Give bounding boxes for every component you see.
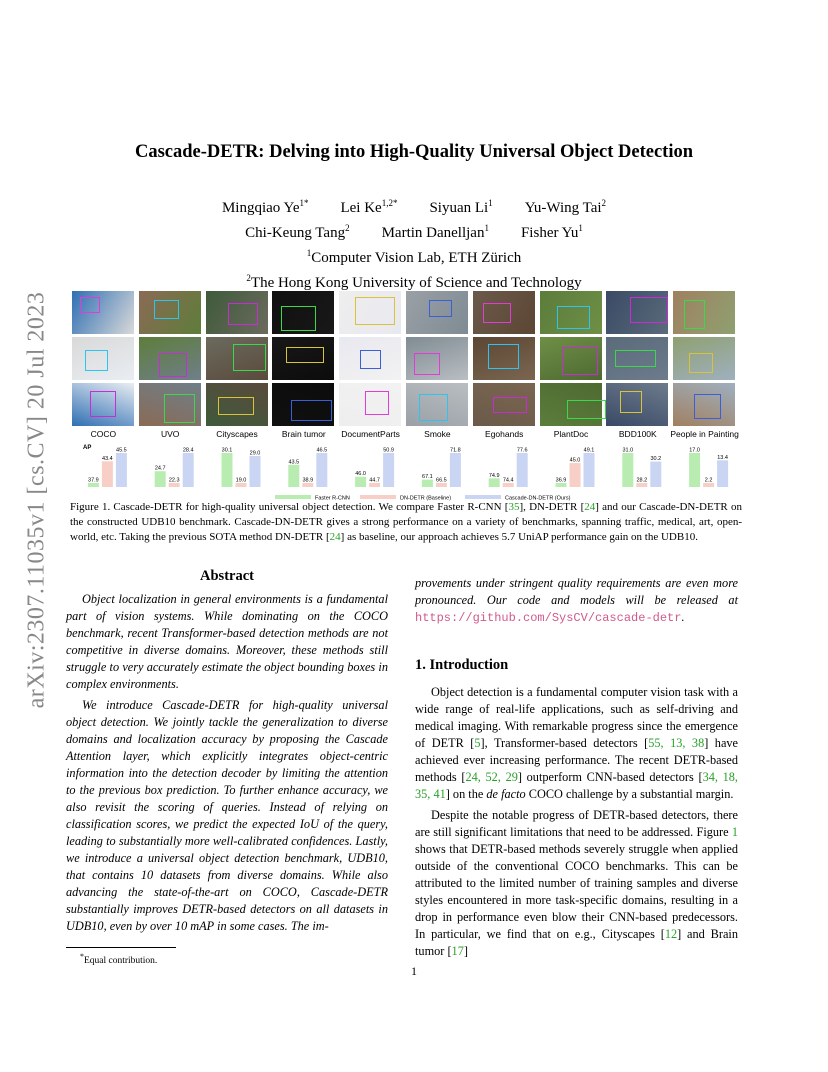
detection-box [228, 303, 258, 325]
author-name: Yu-Wing Tai$^2$ [524, 198, 607, 216]
detection-box [419, 394, 448, 421]
example-image-thumbnail [606, 337, 668, 380]
bar-value-label: 46.0 [355, 471, 366, 478]
example-image-thumbnail [406, 383, 468, 426]
legend-label: DN-DETR (Baseline) [400, 495, 452, 502]
example-image-thumbnail [339, 383, 401, 426]
author-row-2 [0, 218, 828, 243]
author-name: Lei $Ke^{1,2*}$ [340, 198, 398, 216]
bar-value-label: 28.4 [182, 447, 194, 454]
page-number: 1 [411, 964, 417, 978]
bar [622, 453, 633, 487]
bar [636, 483, 647, 487]
detection-box [85, 350, 108, 371]
detection-box [218, 397, 254, 415]
introduction-heading: 1. Introduction [415, 657, 509, 673]
bar-value-label: 2.2 [704, 477, 713, 484]
bar-group [155, 448, 194, 488]
abstract-paragraph-2: We introduce Cascade-DETR for high-quality universal object detection. We jointly tackle the generalization to diverse domains and localization accuracy by proposing the Cascade Attention layer, which explicitly integrates object-centric information into the detection decoder by limiting the attention to the previous box prediction. To further enhance accuracy, we also revisit the scoring of queries. Instead of relying on classification scores, we predict the expected IoU of the query, leading to substantially more well-calibrated confidences. Lastly, we introduce a universal object detection benchmark, UDB10, that contains 10 datasets from diverse domains. While also advancing the state-of-the-art on COCO, Cascade-DETR substantially improves DETR-based detectors on all datasets in UDB10, even by over 10 mAP in some cases. The im- [66, 698, 388, 933]
arxiv-identifier: arXiv:2307.11035v1 [cs.CV] 20 Jul 2023 [23, 291, 50, 709]
example-image-thumbnail [139, 337, 201, 380]
example-image-thumbnail [673, 291, 735, 334]
example-image-thumbnail [606, 383, 668, 426]
detection-box [557, 306, 590, 329]
bar-group [88, 448, 127, 488]
bar [369, 483, 380, 487]
ap-bar-chart [70, 443, 738, 507]
code-url-link[interactable]: https://github.com/SysCV/cascade-detr [415, 611, 682, 625]
legend-label: Cascade-DN-DETR (Ours) [505, 495, 571, 502]
bar [503, 483, 514, 487]
bar-value-label: 31.0 [622, 447, 634, 454]
bar [517, 453, 528, 487]
example-image-thumbnail [206, 383, 268, 426]
bar-value-label: 22.3 [168, 477, 180, 484]
author-name: Siyuan Li$^1$ [429, 198, 493, 216]
right-column [415, 575, 738, 964]
bar-value-label: 38.9 [302, 477, 314, 484]
bar-value-label: 43.4 [102, 455, 113, 462]
left-column [66, 568, 388, 939]
detection-box [360, 350, 381, 369]
bar-value-label: 36.9 [555, 477, 567, 484]
dataset-label: DocumentParts [341, 429, 400, 439]
detection-box [694, 394, 721, 419]
example-image-thumbnail [673, 383, 735, 426]
legend-label: Faster R-CNN [315, 495, 350, 502]
example-image-thumbnail [473, 291, 535, 334]
affiliation-2: $^2$The Hong Kong University of Science and Technology [246, 273, 582, 291]
citation-link[interactable]: 34, 18, 35, 41 [415, 770, 739, 801]
bar [169, 483, 180, 487]
bar-value-label: 43.5 [288, 459, 300, 466]
figure-caption: Figure 1. Cascade-DETR for high-quality universal object detection. We compare Faster R-CNN [35], DN-DETR [24] and our Cascade-DN-DETR on the constructed UDB10 benchmark. Cascade-DN-DETR gives a strong performance on a variety of benchmarks, spanning traffic, medical, art, open-world, etc. Taking the previous SOTA method DN-DETR [24] as baseline, our approach achieves 5.7 UniAP performance gain on the UDB10. [70, 501, 742, 543]
bar-value-label: 28.2 [636, 477, 648, 484]
bar [717, 460, 728, 487]
bar [288, 465, 299, 487]
bar-value-label: 13.4 [717, 454, 728, 461]
dataset-label: Smoke [424, 429, 451, 439]
affiliation-1: $^1$Computer Vision Lab, ETH Zürich [306, 248, 522, 266]
bar-value-label: 67.1 [422, 474, 433, 481]
author-name: Mingqiao $Ye^{1*}$ [221, 198, 309, 216]
bar [489, 478, 500, 487]
bar-value-label: 37.9 [88, 477, 99, 484]
detection-box [365, 391, 389, 415]
detection-box [355, 297, 395, 325]
example-image-grid [70, 291, 738, 427]
example-image-thumbnail [139, 383, 201, 426]
bar-group [489, 448, 528, 488]
figure-1 [70, 291, 738, 507]
example-image-thumbnail [72, 337, 134, 380]
bar [355, 477, 366, 487]
bar-value-label: 66.5 [436, 477, 447, 484]
detection-box [615, 350, 656, 367]
detection-box [483, 303, 511, 323]
bar [584, 453, 595, 487]
paper-title: Cascade-DETR: Delving into High-Quality Universal Object Detection [134, 142, 694, 162]
bar [570, 463, 581, 487]
author-name: Chi-Keung Tang$^2$ [245, 223, 350, 241]
detection-box [233, 344, 266, 371]
bar-group [222, 448, 261, 488]
example-image-thumbnail [540, 337, 602, 380]
example-image-thumbnail [673, 337, 735, 380]
detection-box [159, 353, 187, 377]
intro-paragraph-1: Object detection is a fundamental computer vision task with a wide range of real-life applications, such as self-driving and medical imaging. With remarkable progress since the emergence of DETR [5], Transformer-based detectors [55, 13, 38] have achieved ever increasing performance. The recent DETR-based methods [24, 52, 29] outperform CNN-based detectors [34, 18, 35, 41] on the de facto COCO challenge by a substantial margin. [415, 685, 739, 801]
bar-value-label: 30.1 [221, 447, 233, 454]
citation-link[interactable]: 24 [329, 531, 341, 543]
dataset-label: Egohands [485, 429, 524, 439]
detection-box [620, 391, 642, 413]
example-image-thumbnail [339, 291, 401, 334]
detection-box [281, 306, 316, 331]
detection-box [291, 400, 332, 421]
bar-value-label: 77.6 [516, 447, 528, 454]
bar [250, 456, 261, 487]
detection-box [429, 300, 452, 317]
example-image-thumbnail [272, 383, 334, 426]
example-image-thumbnail [206, 291, 268, 334]
abstract-heading: Abstract [200, 568, 254, 584]
legend-swatch [275, 495, 311, 499]
dataset-label: UVO [160, 429, 180, 439]
bar [302, 483, 313, 487]
bar [155, 471, 166, 487]
detection-box [567, 400, 606, 419]
bar [450, 453, 461, 487]
example-image-thumbnail [206, 337, 268, 380]
bar [650, 462, 661, 487]
detection-box [90, 391, 116, 417]
bar-value-label: 29.0 [249, 450, 261, 457]
example-image-thumbnail [72, 383, 134, 426]
bar [383, 453, 394, 487]
citation-link[interactable]: 24 [584, 501, 596, 513]
author-name: Martin Danelljan$^1$ [381, 223, 489, 241]
abstract-paragraph-3: provements under stringent quality requirements are even more pronounced. Our code and models will be released at https://github.com/SysCV/cascade-detr. [415, 576, 738, 625]
author-block [0, 193, 828, 293]
example-image-thumbnail [540, 291, 602, 334]
bar [556, 483, 567, 487]
bar [102, 461, 113, 487]
detection-box [164, 394, 195, 423]
dataset-label: COCO [90, 429, 117, 439]
bar [116, 453, 127, 487]
bar-value-label: 45.5 [116, 447, 127, 454]
bar-value-label: 30.2 [650, 456, 662, 463]
example-image-thumbnail [339, 337, 401, 380]
example-image-thumbnail [72, 291, 134, 334]
bar [422, 480, 433, 487]
bar-value-label: 50.9 [383, 447, 394, 454]
bar-group [556, 448, 595, 488]
citation-link[interactable]: 17 [451, 944, 464, 958]
bar-value-label: 71.8 [450, 447, 461, 454]
citation-link[interactable]: 5 [474, 736, 481, 750]
citation-link[interactable]: 55, 13, 38 [648, 736, 705, 750]
bar [316, 453, 327, 487]
y-axis-label: AP [83, 445, 92, 451]
bar-group [355, 448, 394, 488]
bar [183, 453, 194, 487]
example-image-thumbnail [606, 291, 668, 334]
example-image-thumbnail [406, 291, 468, 334]
bar-value-label: 44.7 [369, 477, 380, 484]
bar-value-label: 19.0 [235, 477, 247, 484]
bar [689, 453, 700, 487]
intro-paragraph-2: Despite the notable progress of DETR-based detectors, there are still significant limitations that need to be addressed. Figure 1 shows that DETR-based methods severely struggle when applied outside of the conventional COCO benchmarks. This can be attributed to the limited number of training samples and diverse styles encountered in more task-specific domains, resulting in a drop in performance even blow their CNN-based predecessors. In particular, we find that on e.g., Cityscapes [12] and Brain tumor [17] [415, 808, 738, 958]
citation-link[interactable]: 35 [508, 501, 520, 513]
bar-group [422, 448, 461, 488]
detection-box [562, 347, 598, 375]
dataset-labels [70, 429, 738, 443]
bar [88, 483, 99, 487]
arxiv-sidebar [22, 290, 52, 710]
bar-value-label: 74.9 [488, 472, 500, 479]
dataset-label: People in Painting [670, 429, 739, 439]
example-image-thumbnail [540, 383, 602, 426]
legend-swatch [465, 495, 501, 499]
dataset-label: Cityscapes [216, 429, 258, 439]
example-image-thumbnail [406, 337, 468, 380]
bar-value-label: 46.5 [316, 447, 328, 454]
bar-value-label: 45.0 [569, 457, 581, 464]
detection-box [80, 297, 100, 313]
bar-value-label: 49.1 [583, 447, 595, 454]
detection-box [689, 353, 713, 373]
bar [236, 483, 247, 487]
detection-box [630, 297, 668, 323]
footnote-rule [66, 947, 176, 948]
dataset-label: PlantDoc [553, 429, 589, 439]
bar-value-label: 74.4 [502, 477, 514, 484]
detection-box [154, 300, 179, 319]
bar [436, 483, 447, 487]
detection-box [493, 397, 527, 413]
dataset-label: BDD100K [618, 429, 657, 439]
bar [222, 453, 233, 487]
bar-group [288, 448, 327, 488]
example-image-thumbnail [139, 291, 201, 334]
detection-box [414, 353, 440, 375]
footnote: *Equal contribution. [80, 952, 158, 967]
bar-value-label: 17.0 [689, 447, 700, 454]
detection-box [286, 347, 324, 363]
figure-reference-link[interactable]: 1 [731, 825, 738, 839]
detection-box [488, 344, 519, 369]
example-image-thumbnail [272, 291, 334, 334]
dataset-label: Brain tumor [281, 429, 326, 439]
bar-group [689, 448, 728, 488]
bar-group [622, 448, 661, 488]
bar [703, 483, 714, 487]
example-image-thumbnail [272, 337, 334, 380]
example-image-thumbnail [473, 383, 535, 426]
example-image-thumbnail [473, 337, 535, 380]
abstract-paragraph-1: Object localization in general environments is a fundamental part of vision systems. While dominating on the COCO benchmark, recent Transformer-based detection methods are not competitive in diverse domains. Moreover, these methods still struggle to very accurately estimate the object bounding boxes in complex environments. [66, 592, 388, 691]
author-row-1 [0, 193, 828, 218]
detection-box [684, 300, 705, 329]
author-name: Fisher Yu$^1$ [520, 223, 583, 241]
citation-link[interactable]: 12 [664, 927, 678, 941]
bar-value-label: 24.7 [154, 465, 166, 472]
legend-swatch [360, 495, 396, 499]
citation-link[interactable]: 24, 52, 29 [465, 770, 518, 784]
